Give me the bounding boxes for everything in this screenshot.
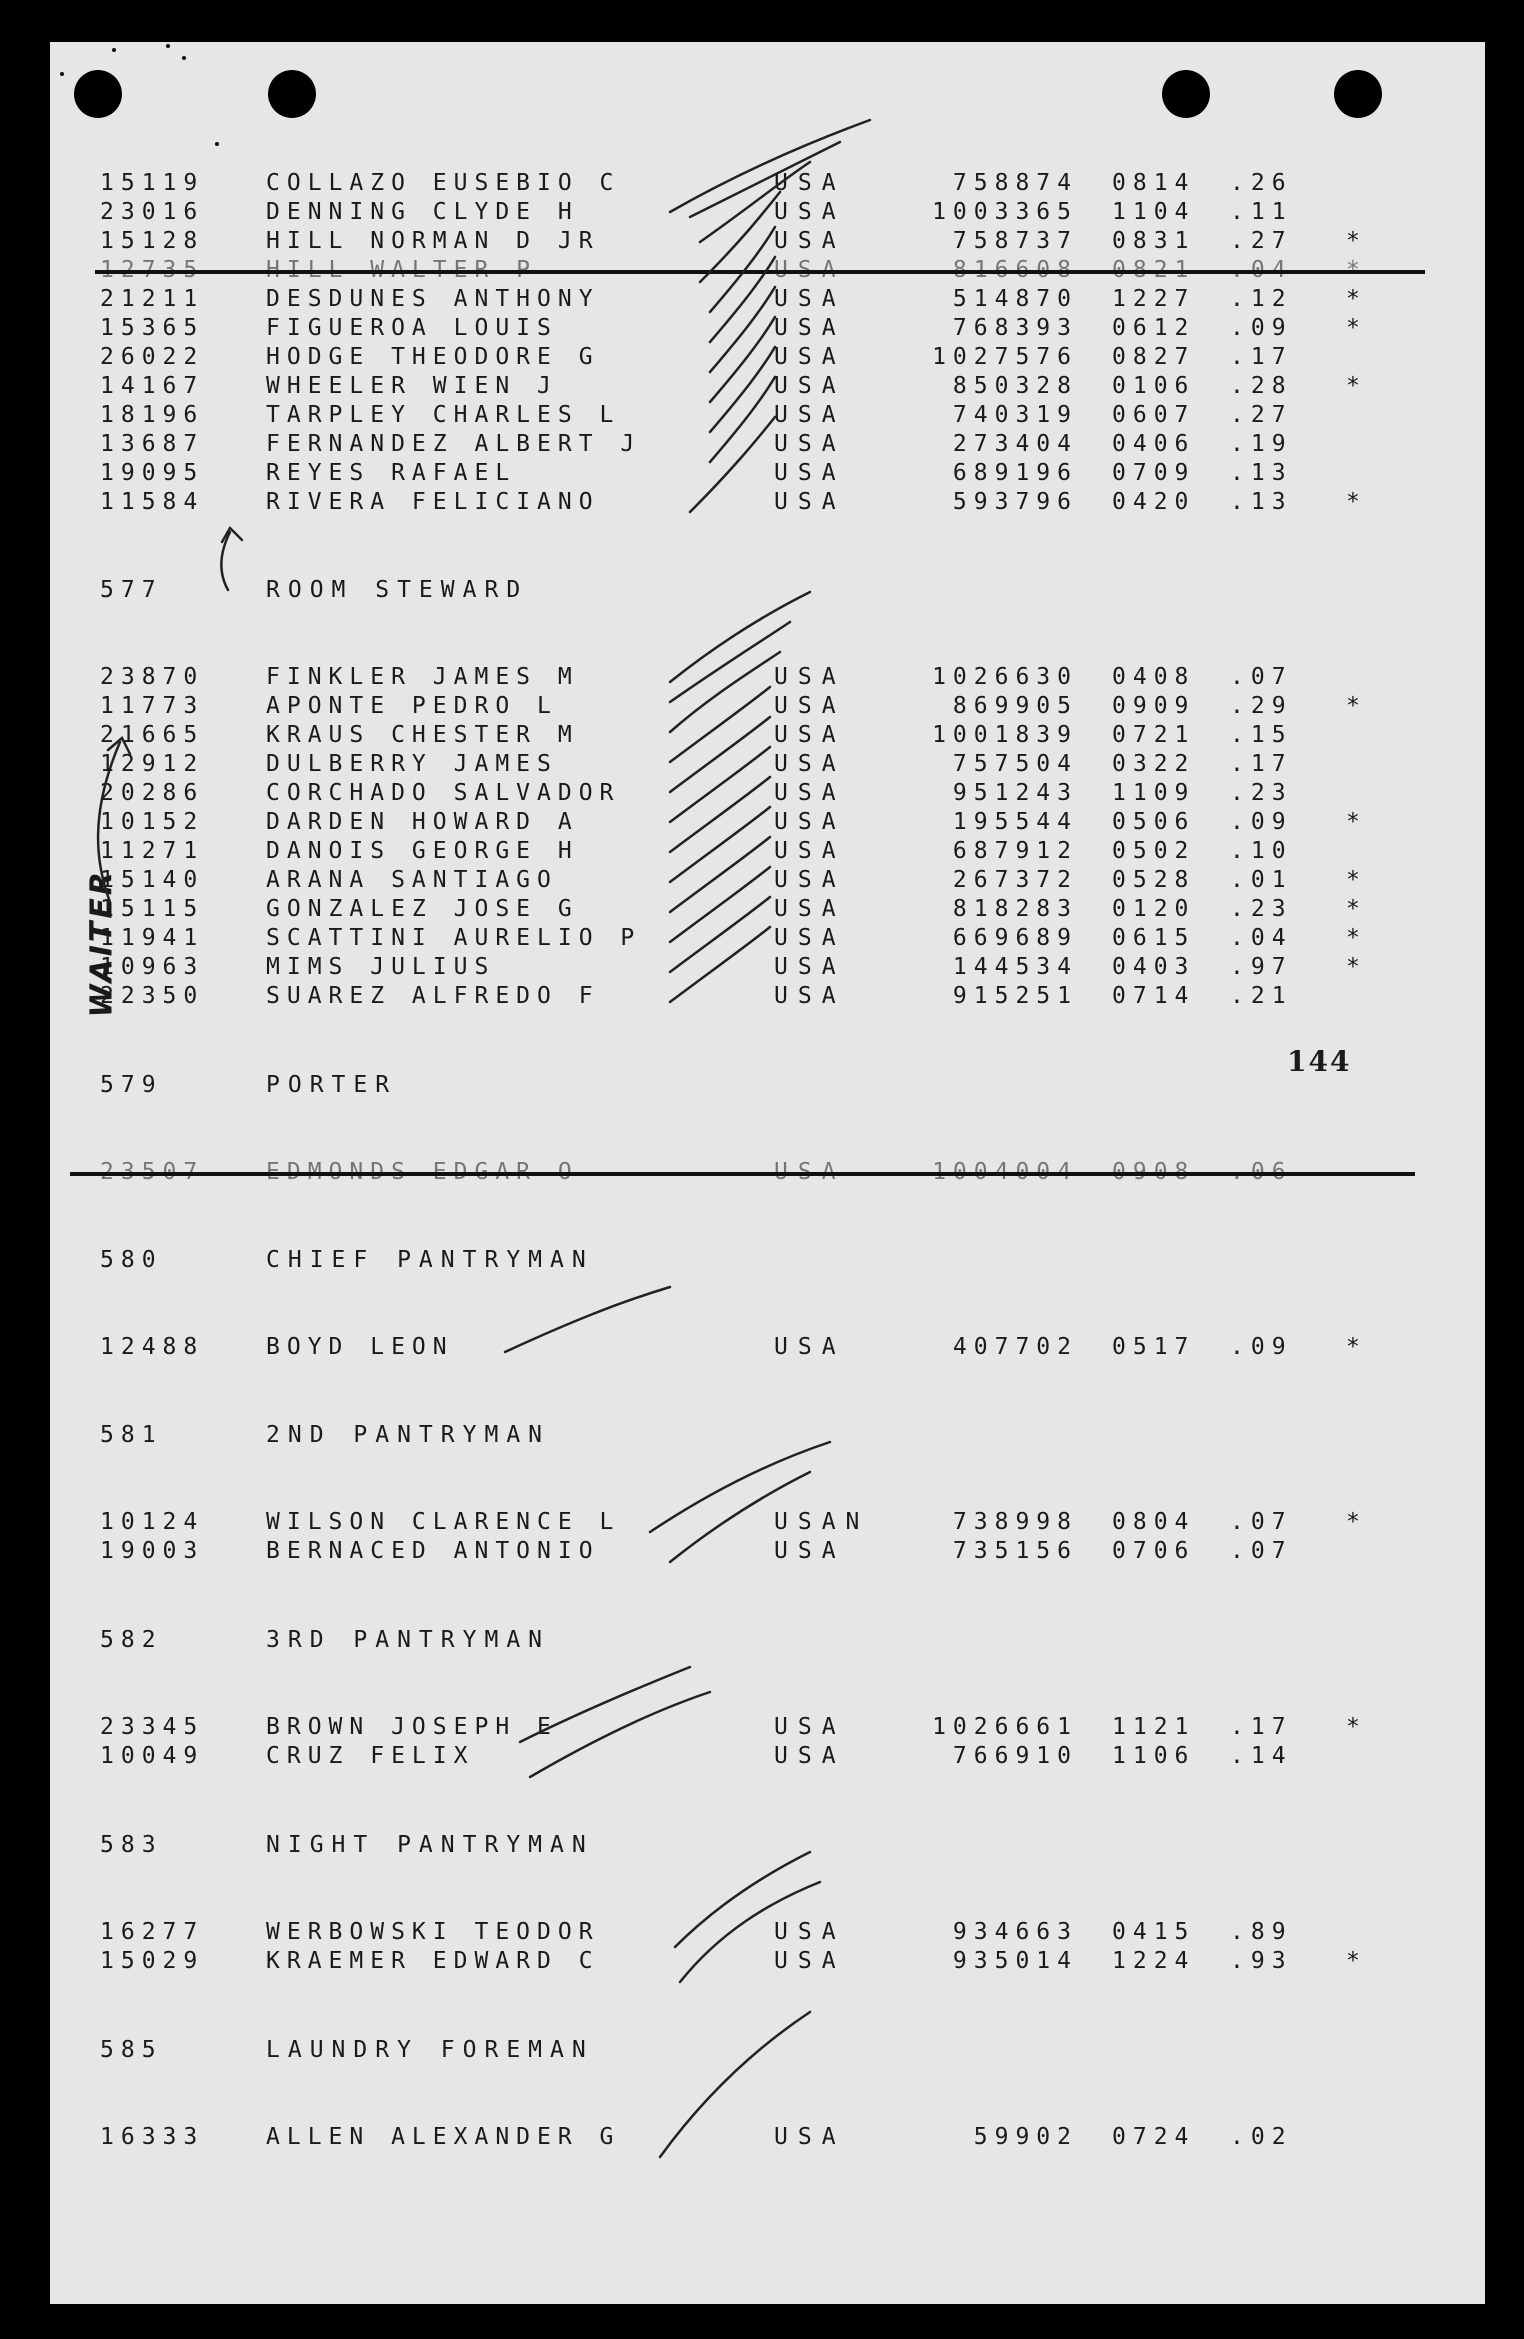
amount: .07 (1230, 664, 1293, 690)
date-code: 0322 (1112, 751, 1196, 777)
citizenship: USA (774, 809, 846, 835)
document-number: 850328 (952, 373, 1078, 399)
crew-name: DESDUNES ANTHONY (266, 286, 600, 312)
crew-id: 21211 (100, 286, 205, 312)
citizenship: USA (774, 925, 846, 951)
date-code: 0724 (1112, 2124, 1196, 2150)
amount: .12 (1230, 286, 1293, 312)
citizenship: USA (774, 402, 846, 428)
document-number: 273404 (952, 431, 1078, 457)
citizenship: USA (774, 693, 846, 719)
document-number: 818283 (952, 896, 1078, 922)
asterisk-mark: * (1346, 867, 1367, 893)
document-number: 267372 (952, 867, 1078, 893)
crew-id: 11271 (100, 838, 205, 864)
check-mark (670, 867, 770, 942)
section-code: 582 (100, 1627, 163, 1653)
citizenship: USA (774, 2124, 846, 2150)
citizenship: USA (774, 344, 846, 370)
crew-id: 19095 (100, 460, 205, 486)
check-mark (710, 227, 775, 312)
section-code: 581 (100, 1422, 163, 1448)
document-number: 869905 (952, 693, 1078, 719)
check-mark (505, 1287, 670, 1352)
date-code: 1104 (1112, 199, 1196, 225)
document-number: 758874 (952, 170, 1078, 196)
amount: .10 (1230, 838, 1293, 864)
date-code: 0106 (1112, 373, 1196, 399)
amount: .19 (1230, 431, 1293, 457)
section-code: 580 (100, 1247, 163, 1273)
check-mark (670, 777, 770, 852)
check-mark (670, 592, 810, 682)
check-mark (670, 927, 770, 1002)
citizenship: USA (774, 780, 846, 806)
date-code: 0408 (1112, 664, 1196, 690)
document-number: 740319 (952, 402, 1078, 428)
date-code: 0420 (1112, 489, 1196, 515)
asterisk-mark: * (1346, 228, 1367, 254)
amount: .09 (1230, 809, 1293, 835)
crew-id: 15119 (100, 170, 205, 196)
asterisk-mark: * (1346, 693, 1367, 719)
asterisk-mark: * (1346, 489, 1367, 515)
asterisk-mark: * (1346, 1509, 1367, 1535)
check-mark (670, 807, 770, 882)
crew-name: MIMS JULIUS (266, 954, 496, 980)
citizenship: USA (774, 1538, 846, 1564)
date-code: 0403 (1112, 954, 1196, 980)
handwritten-check-marks (50, 42, 1485, 2304)
check-mark (675, 1852, 810, 1947)
citizenship: USA (774, 954, 846, 980)
amount: .26 (1230, 170, 1293, 196)
crew-id: 14167 (100, 373, 205, 399)
crew-name: KRAUS CHESTER M (266, 722, 579, 748)
date-code: 0714 (1112, 983, 1196, 1009)
crew-name: CORCHADO SALVADOR (266, 780, 621, 806)
asterisk-mark: * (1346, 954, 1367, 980)
date-code: 0607 (1112, 402, 1196, 428)
section-title: 2ND PANTRYMAN (266, 1422, 551, 1448)
amount: .04 (1230, 925, 1293, 951)
crew-id: 10963 (100, 954, 205, 980)
amount: .02 (1230, 2124, 1293, 2150)
date-code: 0517 (1112, 1334, 1196, 1360)
crew-id: 15115 (100, 896, 205, 922)
date-code: 0709 (1112, 460, 1196, 486)
section-title: CHIEF PANTRYMAN (266, 1247, 594, 1273)
date-code: 0721 (1112, 722, 1196, 748)
page-number: 144 (1287, 1045, 1352, 1078)
crew-name: FINKLER JAMES M (266, 664, 579, 690)
check-mark (690, 142, 840, 217)
crew-name: WHEELER WIEN J (266, 373, 558, 399)
citizenship: USA (774, 373, 846, 399)
crew-name: CRUZ FELIX (266, 1743, 475, 1769)
amount: .01 (1230, 867, 1293, 893)
document-number: 768393 (952, 315, 1078, 341)
citizenship: USA (774, 228, 846, 254)
crew-name: KRAEMER EDWARD C (266, 1948, 600, 1974)
crew-id: 16277 (100, 1919, 205, 1945)
amount: .21 (1230, 983, 1293, 1009)
crew-id: 19003 (100, 1538, 205, 1564)
crew-id: 21665 (100, 722, 205, 748)
document-number: 59902 (973, 2124, 1078, 2150)
crew-name: SCATTINI AURELIO P (266, 925, 642, 951)
check-mark (530, 1692, 710, 1777)
date-code: 0502 (1112, 838, 1196, 864)
citizenship: USA (774, 867, 846, 893)
asterisk-mark: * (1346, 809, 1367, 835)
date-code: 0528 (1112, 867, 1196, 893)
amount: .17 (1230, 1714, 1293, 1740)
crew-id: 10124 (100, 1509, 205, 1535)
citizenship: USA (774, 751, 846, 777)
asterisk-mark: * (1346, 286, 1367, 312)
crew-id: 16333 (100, 2124, 205, 2150)
date-code: 1121 (1112, 1714, 1196, 1740)
document-number: 144534 (952, 954, 1078, 980)
amount: .28 (1230, 373, 1293, 399)
amount: .14 (1230, 1743, 1293, 1769)
section-title: LAUNDRY FOREMAN (266, 2037, 594, 2063)
amount: .13 (1230, 460, 1293, 486)
amount: .07 (1230, 1538, 1293, 1564)
document-number: 1026661 (932, 1714, 1078, 1740)
section-title: ROOM STEWARD (266, 577, 529, 603)
handwritten-margin-note: WAITER (84, 869, 120, 1018)
crew-id: 15140 (100, 867, 205, 893)
crew-id: 10152 (100, 809, 205, 835)
citizenship: USA (774, 460, 846, 486)
check-mark (700, 162, 810, 242)
crew-name: DARDEN HOWARD A (266, 809, 579, 835)
check-mark (670, 747, 770, 822)
crew-id: 12488 (100, 1334, 205, 1360)
citizenship: USA (774, 983, 846, 1009)
crew-name: ALLEN ALEXANDER G (266, 2124, 621, 2150)
crew-name: BROWN JOSEPH E (266, 1714, 558, 1740)
citizenship: USA (774, 1334, 846, 1360)
section-title: PORTER (266, 1072, 398, 1098)
section-code: 577 (100, 577, 163, 603)
amount: .93 (1230, 1948, 1293, 1974)
citizenship: USA (774, 1743, 846, 1769)
crew-id: 11941 (100, 925, 205, 951)
crew-id: 15128 (100, 228, 205, 254)
check-mark (670, 120, 870, 212)
crew-name: HILL NORMAN D JR (266, 228, 600, 254)
document-number: 1003365 (932, 199, 1078, 225)
citizenship: USA (774, 1948, 846, 1974)
amount: .09 (1230, 315, 1293, 341)
citizenship: USA (774, 664, 846, 690)
citizenship: USA (774, 489, 846, 515)
date-code: 0415 (1112, 1919, 1196, 1945)
asterisk-mark: * (1346, 1714, 1367, 1740)
crew-id: 23870 (100, 664, 205, 690)
citizenship: USA (774, 431, 846, 457)
crew-name: COLLAZO EUSEBIO C (266, 170, 621, 196)
crew-id: 23345 (100, 1714, 205, 1740)
date-code: 0814 (1112, 170, 1196, 196)
document-number: 689196 (952, 460, 1078, 486)
section-title: 3RD PANTRYMAN (266, 1627, 551, 1653)
annotation-arrow (98, 742, 120, 902)
asterisk-mark: * (1346, 896, 1367, 922)
citizenship: USA (774, 1919, 846, 1945)
section-title: NIGHT PANTRYMAN (266, 1832, 594, 1858)
annotation-arrow (222, 528, 242, 542)
citizenship: USA (774, 1714, 846, 1740)
citizenship: USA (774, 896, 846, 922)
document-number: 934663 (952, 1919, 1078, 1945)
crew-id: 23016 (100, 199, 205, 225)
asterisk-mark: * (1346, 315, 1367, 341)
amount: .09 (1230, 1334, 1293, 1360)
citizenship: USA (774, 315, 846, 341)
crew-id: 26022 (100, 344, 205, 370)
crew-name: WERBOWSKI TEODOR (266, 1919, 600, 1945)
amount: .13 (1230, 489, 1293, 515)
document-number: 669689 (952, 925, 1078, 951)
check-mark (670, 687, 770, 762)
document-number: 407702 (952, 1334, 1078, 1360)
section-code: 583 (100, 1832, 163, 1858)
amount: .27 (1230, 402, 1293, 428)
asterisk-mark: * (1346, 373, 1367, 399)
amount: .97 (1230, 954, 1293, 980)
crew-name: FERNANDEZ ALBERT J (266, 431, 642, 457)
check-mark (680, 1882, 820, 1982)
amount: .23 (1230, 896, 1293, 922)
document-number: 735156 (952, 1538, 1078, 1564)
date-code: 0120 (1112, 896, 1196, 922)
crew-name: FIGUEROA LOUIS (266, 315, 558, 341)
amount: .89 (1230, 1919, 1293, 1945)
amount: .23 (1230, 780, 1293, 806)
crew-id: 10049 (100, 1743, 205, 1769)
crew-id: 13687 (100, 431, 205, 457)
date-code: 0506 (1112, 809, 1196, 835)
date-code: 0827 (1112, 344, 1196, 370)
date-code: 1109 (1112, 780, 1196, 806)
amount: .15 (1230, 722, 1293, 748)
asterisk-mark: * (1346, 1948, 1367, 1974)
amount: .07 (1230, 1509, 1293, 1535)
check-mark (670, 717, 770, 792)
crew-id: 20286 (100, 780, 205, 806)
document-number: 766910 (952, 1743, 1078, 1769)
amount: .11 (1230, 199, 1293, 225)
check-mark (670, 837, 770, 912)
amount: .27 (1230, 228, 1293, 254)
document-number: 687912 (952, 838, 1078, 864)
date-code: 1224 (1112, 1948, 1196, 1974)
check-mark (670, 1472, 810, 1562)
document-number: 935014 (952, 1948, 1078, 1974)
check-mark (520, 1667, 690, 1742)
date-code: 0831 (1112, 228, 1196, 254)
document-number: 195544 (952, 809, 1078, 835)
crew-name: ARANA SANTIAGO (266, 867, 558, 893)
crew-name: DENNING CLYDE H (266, 199, 579, 225)
citizenship: USA (774, 199, 846, 225)
document-number: 738998 (952, 1509, 1078, 1535)
check-mark (660, 2012, 810, 2157)
document-number: 514870 (952, 286, 1078, 312)
check-mark (690, 417, 775, 512)
date-code: 0909 (1112, 693, 1196, 719)
crew-name: GONZALEZ JOSE G (266, 896, 579, 922)
crew-name: APONTE PEDRO L (266, 693, 558, 719)
crew-id: 15029 (100, 1948, 205, 1974)
document-number: 1026630 (932, 664, 1078, 690)
date-code: 0615 (1112, 925, 1196, 951)
crew-name: DULBERRY JAMES (266, 751, 558, 777)
crew-id: 18196 (100, 402, 205, 428)
date-code: 0706 (1112, 1538, 1196, 1564)
document-number: 915251 (952, 983, 1078, 1009)
citizenship: USA (774, 722, 846, 748)
crew-name: SUAREZ ALFREDO F (266, 983, 600, 1009)
section-code: 579 (100, 1072, 163, 1098)
crew-id: 12912 (100, 751, 205, 777)
citizenship: USAN (774, 1509, 870, 1535)
check-mark (670, 622, 790, 702)
check-mark (670, 897, 770, 972)
date-code: 0406 (1112, 431, 1196, 457)
amount: .29 (1230, 693, 1293, 719)
document-number: 951243 (952, 780, 1078, 806)
crew-name: RIVERA FELICIANO (266, 489, 600, 515)
crew-name: REYES RAFAEL (266, 460, 517, 486)
asterisk-mark: * (1346, 1334, 1367, 1360)
crew-id: 15365 (100, 315, 205, 341)
crew-id: 11773 (100, 693, 205, 719)
date-code: 0804 (1112, 1509, 1196, 1535)
document-page (50, 42, 1485, 2304)
date-code: 1227 (1112, 286, 1196, 312)
crew-name: TARPLEY CHARLES L (266, 402, 621, 428)
citizenship: USA (774, 286, 846, 312)
check-mark (650, 1442, 830, 1532)
document-number: 757504 (952, 751, 1078, 777)
amount: .17 (1230, 751, 1293, 777)
crew-name: WILSON CLARENCE L (266, 1509, 621, 1535)
document-number: 1001839 (932, 722, 1078, 748)
asterisk-mark: * (1346, 925, 1367, 951)
document-number: 593796 (952, 489, 1078, 515)
date-code: 0612 (1112, 315, 1196, 341)
document-number: 1027576 (932, 344, 1078, 370)
crew-id: 22350 (100, 983, 205, 1009)
crew-list (50, 42, 1485, 2304)
document-number: 758737 (952, 228, 1078, 254)
amount: .17 (1230, 344, 1293, 370)
crew-name: DANOIS GEORGE H (266, 838, 579, 864)
crew-id: 11584 (100, 489, 205, 515)
crew-name: BOYD LEON (266, 1334, 454, 1360)
citizenship: USA (774, 170, 846, 196)
date-code: 1106 (1112, 1743, 1196, 1769)
crew-name: BERNACED ANTONIO (266, 1538, 600, 1564)
citizenship: USA (774, 838, 846, 864)
section-code: 585 (100, 2037, 163, 2063)
crew-name: HODGE THEODORE G (266, 344, 600, 370)
